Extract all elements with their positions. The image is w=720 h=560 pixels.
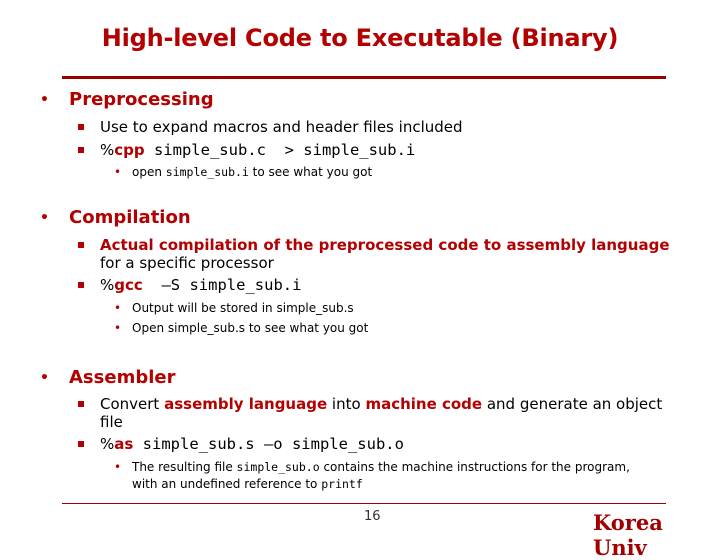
small-dot-icon: •	[114, 165, 122, 179]
bullet-dot-icon: •	[40, 92, 49, 108]
item-text-e: and generate an object	[482, 395, 663, 413]
item-text-line2: for a specific processor	[100, 254, 274, 272]
section-heading	[40, 89, 700, 111]
section-assembler	[40, 367, 700, 493]
footer-divider	[62, 503, 666, 504]
prompt-symbol: %	[100, 276, 115, 294]
slide-title: High-level Code to Executable (Binary)	[101, 24, 619, 52]
square-bullet-icon	[78, 147, 84, 153]
command-args: simple_sub.s –o simple_sub.o	[133, 435, 404, 453]
command-name: cpp	[114, 141, 145, 159]
sub-item	[40, 300, 700, 317]
item-text-line2: file	[100, 413, 123, 431]
small-dot-icon: •	[114, 301, 122, 315]
sub-text-post: contains the machine instructions for the program,	[319, 460, 630, 474]
sub-text-line2: with an undefined reference to	[132, 477, 322, 491]
heading-text: Compilation	[69, 207, 191, 228]
square-bullet-icon	[78, 242, 84, 248]
sub-text: Output will be stored in simple_sub.s	[132, 301, 354, 315]
sub-item	[40, 459, 700, 493]
bullet-dot-icon: •	[40, 370, 49, 386]
item-text-highlight: machine code	[365, 395, 483, 413]
list-item	[40, 236, 700, 272]
small-dot-icon: •	[114, 321, 122, 335]
item-text-highlight: assembly language	[164, 395, 328, 413]
command-args: –S simple_sub.i	[142, 276, 302, 294]
sub-text-post: to see what you got	[248, 165, 373, 179]
heading-text: Assembler	[69, 367, 176, 388]
page-number: 16	[364, 509, 381, 524]
command-name: as	[114, 435, 134, 453]
sub-code: simple_sub.i	[165, 165, 249, 179]
bullet-dot-icon: •	[40, 210, 49, 226]
square-bullet-icon	[78, 282, 84, 288]
square-bullet-icon	[78, 124, 84, 130]
title-divider	[62, 76, 666, 79]
section-preprocessing	[40, 89, 700, 181]
square-bullet-icon	[78, 441, 84, 447]
university-logo: Korea Univ	[593, 510, 663, 560]
list-item-command	[40, 276, 700, 294]
heading-text: Preprocessing	[69, 89, 214, 110]
sub-code: simple_sub.o	[236, 460, 320, 474]
command-name: gcc	[114, 276, 143, 294]
section-compilation	[40, 207, 700, 337]
sub-text-pre: The resulting file	[132, 460, 237, 474]
square-bullet-icon	[78, 401, 84, 407]
small-dot-icon: •	[114, 460, 122, 474]
section-heading	[40, 367, 700, 389]
prompt-symbol: %	[100, 141, 115, 159]
item-text-c: into	[327, 395, 366, 413]
command-args: simple_sub.c > simple_sub.i	[144, 141, 416, 159]
prompt-symbol: %	[100, 435, 115, 453]
section-heading	[40, 207, 700, 229]
list-item-command	[40, 141, 700, 159]
sub-code: printf	[321, 477, 363, 491]
list-item	[40, 118, 700, 136]
item-text: Use to expand macros and header files included	[100, 118, 463, 136]
list-item	[40, 395, 700, 431]
item-text-line1: Actual compilation of the preprocessed code to assembly language	[100, 236, 670, 254]
sub-item	[40, 164, 700, 181]
sub-item	[40, 320, 700, 337]
item-text-a: Convert	[100, 395, 165, 413]
sub-text: Open simple_sub.s to see what you got	[132, 321, 369, 335]
list-item-command	[40, 435, 700, 453]
sub-text-pre: open	[132, 165, 166, 179]
